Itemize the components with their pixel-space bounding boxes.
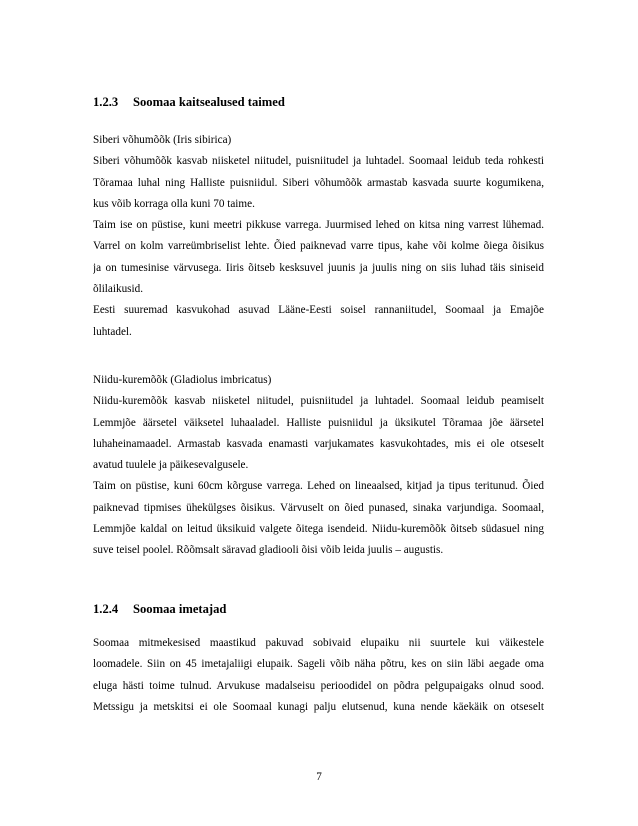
text-line: eluga hästi toime tulnud. Arvukuse madalseisu perioodidel on põdra pelgupaigaks olnud sood. (93, 679, 544, 692)
section-number: 1.2.4 (93, 602, 119, 616)
text-line: Lemmjõe äärsetel väiksetel luhaaladel. Halliste puisniidul ja üksikutel Tõramaa jõe äärsetel (93, 416, 544, 429)
text-line: Taim ise on püstise, kuni meetri pikkuse varrega. Juurmised lehed on kitsa ning varrest lühemad. (93, 219, 544, 232)
section-title: Soomaa kaitsealused taimed (133, 95, 285, 109)
text-line: Niidu-kuremõõk kasvab niisketel niitudel, puisniitudel ja luhtadel. Soomaal leidub peamiselt (93, 395, 544, 408)
text-line: suve teisel poolel. Rõõmsalt säravad gladiooli õisi võib leida juulis – augustis. (93, 544, 444, 557)
paragraph-mammals (93, 633, 544, 718)
section-number: 1.2.3 (93, 95, 119, 109)
page-number: 7 (316, 771, 322, 783)
text-line: Niidu-kuremõõk (Gladiolus imbricatus) (93, 374, 272, 386)
text-line: Lemmjõe kaldal on leitud üksikuid valgete õitega isendeid. Niidu-kuremõõk õitseb südasuel ning (93, 523, 544, 536)
text-line: luhtadel. (93, 325, 132, 338)
text-line: Soomaa mitmekesised maastikud pakuvad sobivaid elupaiku nii suurtele kui väikestele (93, 637, 544, 649)
paragraph-iris-sibirica (93, 130, 544, 343)
text-line: kus võib korraga olla kuni 70 taime. (93, 197, 255, 210)
text-line: ja on tumesinise värvusega. Iiris õitseb kesksuvel juunis ja juulis ning on siis luhad täis siniseid (93, 261, 544, 274)
text-line: Siberi võhumõõk (Iris sibirica) (93, 134, 232, 146)
paragraph-gladiolus-imbricatus (93, 370, 544, 562)
section-heading-mammals (93, 600, 226, 618)
text-line: avatud tuulele ja päikesevalgusele. (93, 459, 249, 472)
text-line: Eesti suuremad kasvukohad asuvad Lääne-Eesti soisel rannaniitudel, Soomaal ja Emajõe (93, 304, 544, 317)
text-line: Varrel on kolm varreümbriselist lehte. Õied paiknevad varre tipus, kahe või kolme õiega õisikus (93, 240, 544, 253)
text-line: loomadele. Siin on 45 imetajaliigi elupaik. Sageli võib näha põtru, kes on siin läbi aegade oma (93, 658, 544, 671)
text-line: õlilaikusid. (93, 283, 144, 296)
section-heading-plants (93, 93, 285, 111)
text-line: Taim on püstise, kuni 60cm kõrguse varrega. Lehed on lineaalsed, kitjad ja tipus teritunud. Õied (93, 480, 544, 493)
text-line: Tõramaa luhal ning Halliste puisniidul. Siberi võhumõõk armastab kasvada suurte kogumikena, (93, 176, 544, 189)
section-title: Soomaa imetajad (133, 602, 227, 616)
text-line: luhaheinamaadel. Armastab kasvada enamasti varjukamates kasvukohtades, mis ei ole otseselt (93, 437, 544, 450)
text-line: Metssigu ja metskitsi ei ole Soomaal kunagi palju elutsenud, kuna nende käekäik on otseselt (93, 700, 544, 713)
text-line: Siberi võhumõõk kasvab niisketel niitudel, puisniitudel ja luhtadel. Soomaal leidub teda rohkesti (93, 155, 544, 168)
text-line: paiknevad tipmises ühekülgses õisikus. Värvuselt on õied punased, sinaka varjundiga. Soomaal, (93, 501, 544, 514)
